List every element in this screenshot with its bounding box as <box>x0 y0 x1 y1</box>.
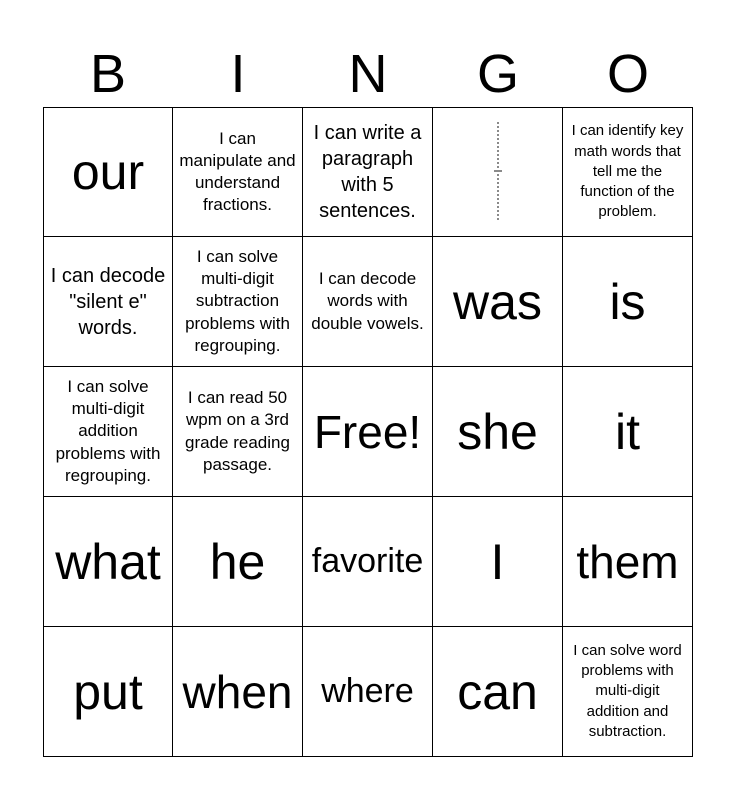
cell-text: I can read 50 wpm on a 3rd grade reading passage. <box>185 388 290 474</box>
bingo-cell[interactable] <box>303 107 433 237</box>
header-letter: N <box>348 44 388 104</box>
bingo-cell[interactable] <box>563 107 693 237</box>
clipart-image <box>494 122 502 222</box>
bingo-cell[interactable] <box>173 627 303 757</box>
bingo-cell[interactable] <box>303 627 433 757</box>
cell-text: is <box>609 273 646 330</box>
cell-text: I can solve multi-digit addition problems with regrouping. <box>55 377 161 485</box>
cell-text: I can decode "silent e" words. <box>50 264 166 339</box>
bingo-cell[interactable] <box>433 237 563 367</box>
bingo-cell[interactable] <box>173 367 303 497</box>
bingo-cell[interactable] <box>303 367 433 497</box>
bingo-cell[interactable] <box>303 497 433 627</box>
header-letter: O <box>606 44 649 104</box>
header-letter: G <box>476 44 519 104</box>
header-letter: I <box>230 44 246 104</box>
bingo-cell[interactable] <box>43 107 173 237</box>
cell-text: I can write a paragraph with 5 sentences. <box>313 122 422 222</box>
bingo-cell[interactable] <box>563 367 693 497</box>
bingo-cell[interactable] <box>43 237 173 367</box>
bingo-cell[interactable] <box>433 107 563 237</box>
cell-text: it <box>615 403 640 460</box>
bingo-cell[interactable] <box>433 367 563 497</box>
cell-text: put <box>73 663 143 720</box>
bingo-cell[interactable] <box>433 497 563 627</box>
cell-text: I can manipulate and understand fractions. <box>179 128 296 215</box>
cell-text: favorite <box>311 542 424 580</box>
cell-text: I <box>490 533 505 590</box>
bingo-cell[interactable] <box>563 497 693 627</box>
bingo-board <box>43 107 693 757</box>
bingo-cell[interactable] <box>173 237 303 367</box>
bingo-cell[interactable] <box>303 237 433 367</box>
cell-text: she <box>457 403 538 460</box>
bingo-cell[interactable] <box>43 627 173 757</box>
cell-text: I can identify key math words that tell me the function of the problem. <box>571 122 684 221</box>
bingo-cell[interactable] <box>173 497 303 627</box>
cell-text: Free! <box>313 405 422 458</box>
header-letter: B <box>89 44 127 104</box>
cell-text: where <box>321 672 414 710</box>
cell-text: was <box>453 273 542 330</box>
bingo-header <box>43 40 693 108</box>
cell-text: what <box>55 533 161 590</box>
bingo-cell[interactable] <box>43 497 173 627</box>
cell-text: when <box>182 665 293 718</box>
cell-text: our <box>71 144 145 200</box>
bingo-cell[interactable] <box>43 367 173 497</box>
cell-text: I can solve word problems with multi-digit addition and subtraction. <box>573 641 682 740</box>
cell-text: he <box>209 533 266 590</box>
cell-text: I can decode words with double vowels. <box>311 269 424 333</box>
bingo-cell[interactable] <box>563 237 693 367</box>
bingo-cell[interactable] <box>173 107 303 237</box>
bingo-cell[interactable] <box>563 627 693 757</box>
bingo-cell[interactable] <box>433 627 563 757</box>
cell-text: can <box>457 663 538 720</box>
cell-text: them <box>576 535 679 588</box>
cell-text: I can solve multi-digit subtraction problems with regrouping. <box>185 247 290 355</box>
